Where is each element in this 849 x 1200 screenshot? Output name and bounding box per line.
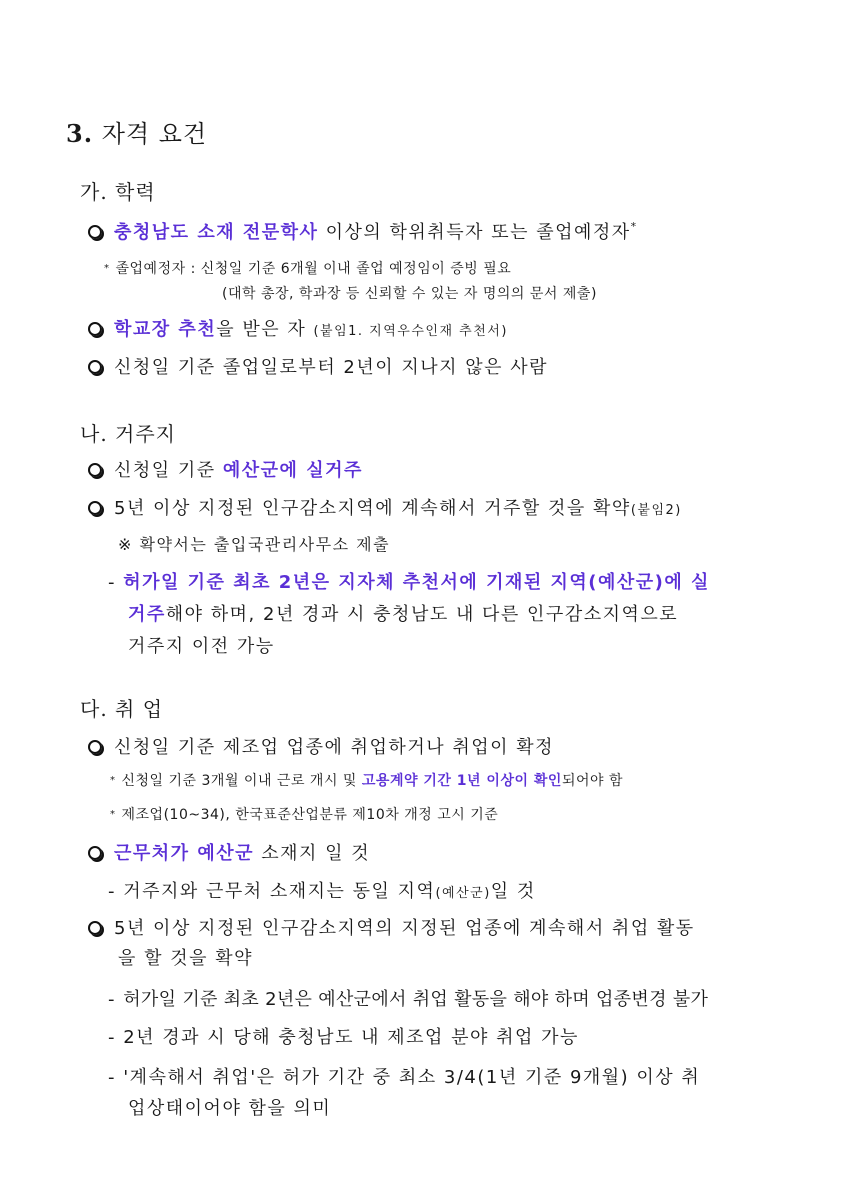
list-item xyxy=(88,315,508,341)
list-item-continued: 을 할 것을 확약 xyxy=(118,948,253,969)
item-text: 허가일 기준 최초 2년은 예산군에서 취업 활동을 해야 하며 업종변경 불가 xyxy=(123,989,709,1010)
list-item xyxy=(88,839,370,865)
list-item xyxy=(88,456,363,482)
sub-item xyxy=(108,1063,700,1089)
item-text: 해야 하며, 2년 경과 시 충청남도 내 다른 인구감소지역으로 xyxy=(165,604,679,625)
list-item xyxy=(88,353,548,379)
footnote xyxy=(110,804,498,824)
attachment-reference: (붙임1. 지역우수인재 추천서) xyxy=(313,324,508,339)
circle-bullet-icon xyxy=(88,360,102,374)
circle-bullet-icon xyxy=(88,921,102,935)
reference-note: ※ 확약서는 출입국관리사무소 제출 xyxy=(118,535,391,554)
circle-bullet-icon xyxy=(88,322,102,336)
highlight-text: 고용계약 기간 1년 이상이 확인 xyxy=(361,773,562,789)
circle-bullet-icon xyxy=(88,501,102,515)
footnote xyxy=(104,258,511,278)
item-text: '계속해서 취업'은 허가 기간 중 최소 3/4(1년 기준 9개월) 이상 취 xyxy=(123,1067,701,1088)
item-text: 신청일 기준 졸업일로부터 2년이 지나지 않은 사람 xyxy=(114,357,549,378)
title-number: 3. xyxy=(66,119,94,148)
item-text: 을 받은 자 xyxy=(216,319,314,340)
region-note: (예산군) xyxy=(435,886,491,901)
dash-bullet-icon: - xyxy=(108,989,116,1010)
dash-bullet-icon: - xyxy=(108,572,116,593)
list-item xyxy=(88,494,682,520)
note-text: 제조업(10~34), 한국표준산업분류 제10차 개정 고시 기준 xyxy=(121,807,499,823)
asterisk-icon: * xyxy=(110,775,116,786)
item-text: 5년 이상 지정된 인구감소지역의 지정된 업종에 계속해서 취업 활동 xyxy=(114,918,695,939)
section-heading-employment: 다. 취 업 xyxy=(80,697,164,721)
highlight-text: 예산군에 실거주 xyxy=(222,460,363,481)
item-text: 일 것 xyxy=(490,881,536,902)
footnote-mark: * xyxy=(630,220,638,233)
item-text: 신청일 기준 제조업 업종에 취업하거나 취업이 확정 xyxy=(114,737,554,758)
title-text: 자격 요건 xyxy=(101,120,208,148)
list-item xyxy=(88,733,554,759)
sub-item xyxy=(108,985,708,1011)
circle-bullet-icon xyxy=(88,846,102,860)
sub-item xyxy=(108,568,710,594)
highlight-text: 허가일 기준 최초 2년은 지자체 추천서에 기재된 지역(예산군)에 실 xyxy=(123,572,710,593)
dash-bullet-icon: - xyxy=(108,1067,116,1088)
asterisk-icon: * xyxy=(110,809,116,820)
footnote-continued: (대학 총장, 학과장 등 신뢰할 수 있는 자 명의의 문서 제출) xyxy=(222,286,597,302)
asterisk-icon: * xyxy=(104,263,110,274)
item-text: 신청일 기준 xyxy=(114,460,223,481)
highlight-text: 학교장 추천 xyxy=(114,319,217,340)
highlight-text: 충청남도 소재 전문학사 xyxy=(114,222,319,243)
circle-bullet-icon xyxy=(88,740,102,754)
circle-bullet-icon xyxy=(88,225,102,239)
dash-bullet-icon: - xyxy=(108,1027,116,1048)
item-text: 거주지와 근무처 소재지는 동일 지역 xyxy=(123,881,436,902)
note-text: 되어야 함 xyxy=(561,773,623,789)
item-text: 소재지 일 것 xyxy=(253,843,371,864)
dash-bullet-icon: - xyxy=(108,881,116,902)
highlight-text: 근무처가 예산군 xyxy=(114,843,254,864)
attachment-reference: (붙임2) xyxy=(630,503,682,518)
item-text: 2년 경과 시 당해 충청남도 내 제조업 분야 취업 가능 xyxy=(123,1027,579,1048)
item-text: 이상의 학위취득자 또는 졸업예정자 xyxy=(318,222,631,243)
item-text: 5년 이상 지정된 인구감소지역에 계속해서 거주할 것을 확약 xyxy=(114,498,631,519)
page-title xyxy=(66,114,207,149)
note-text: 신청일 기준 3개월 이내 근로 개시 및 xyxy=(121,773,362,789)
section-heading-education: 가. 학력 xyxy=(80,180,156,204)
highlight-text: 거주 xyxy=(128,604,166,625)
note-text: 졸업예정자 : 신청일 기준 6개월 이내 졸업 예정임이 증빙 필요 xyxy=(115,261,512,277)
sub-item-continued: 업상태이어야 함을 의미 xyxy=(128,1098,332,1119)
sub-item-continued: 거주지 이전 가능 xyxy=(128,636,275,657)
footnote xyxy=(110,770,623,790)
list-item xyxy=(88,218,638,244)
sub-item xyxy=(108,1023,579,1049)
sub-item-continued xyxy=(128,600,678,626)
sub-item xyxy=(108,877,536,903)
list-item xyxy=(88,914,695,940)
section-heading-residence: 나. 거주지 xyxy=(80,422,176,446)
circle-bullet-icon xyxy=(88,463,102,477)
